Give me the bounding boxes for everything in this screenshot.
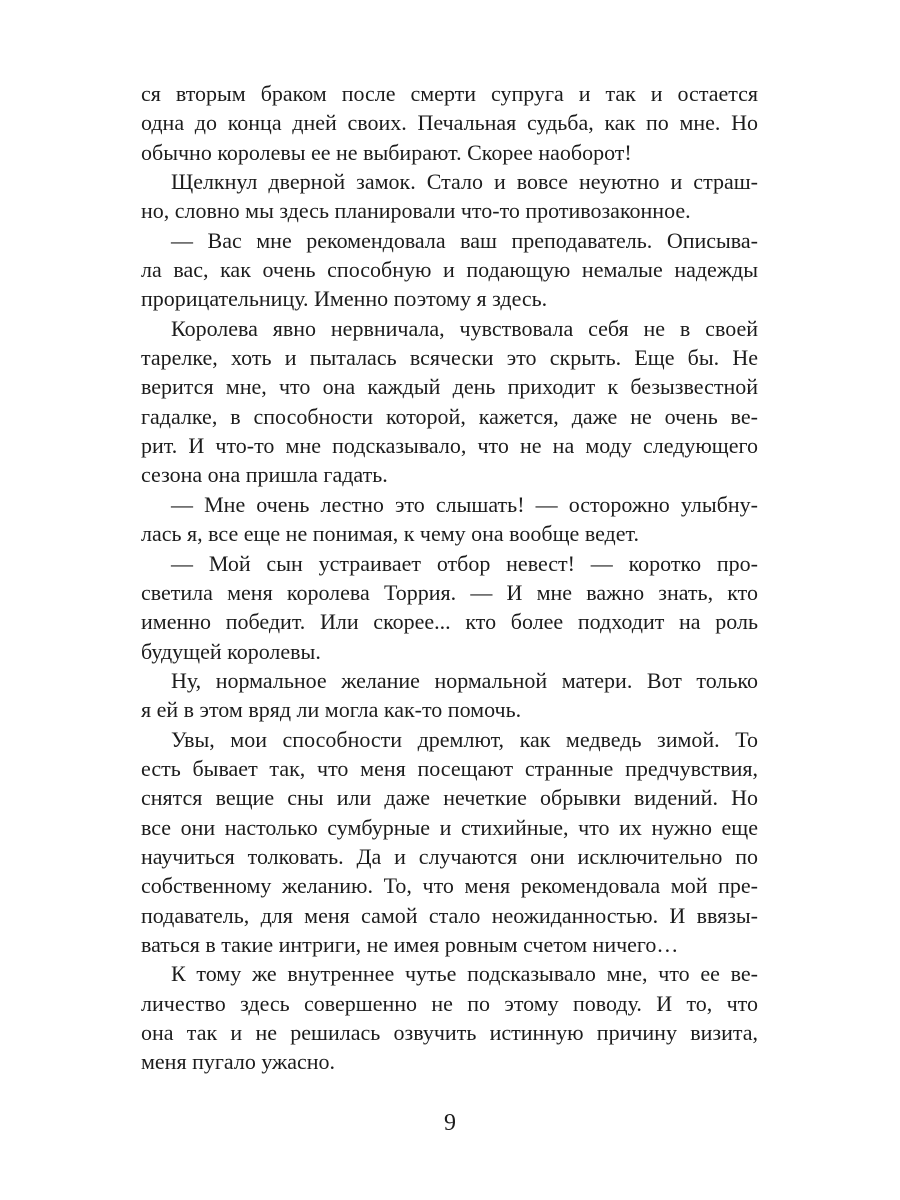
text-line: личество здесь совершенно не по этому поводу. И то, что — [141, 990, 758, 1016]
text-line: научиться толковать. Да и случаются они исключительно по — [141, 843, 758, 869]
text-line: подаватель, для меня самой стало неожиданностью. И ввязы- — [141, 902, 758, 928]
body-text — [141, 79, 758, 1077]
text-line: собственному желанию. То, что меня рекомендовала мой пре- — [141, 873, 758, 899]
text-line: тарелке, хоть и пыталась всячески это скрыть. Еще бы. Не — [141, 345, 758, 371]
text-line: рит. И что-то мне подсказывало, что не на моду следующего — [141, 433, 758, 459]
text-line: Увы, мои способности дремлют, как медведь зимой. То — [171, 726, 758, 752]
text-line: меня пугало ужасно. — [141, 1049, 336, 1075]
text-line: прорицательницу. Именно поэтому я здесь. — [141, 286, 548, 312]
text-line: — Мне очень лестно это слышать! — осторожно улыбну- — [171, 491, 758, 517]
text-line: но, словно мы здесь планировали что-то противозаконное. — [141, 198, 691, 224]
text-line: обычно королевы ее не выбирают. Скорее наоборот! — [141, 139, 632, 165]
text-line: все они настолько сумбурные и стихийные, что их нужно еще — [141, 814, 758, 840]
text-line: — Мой сын устраивает отбор невест! — коротко про- — [171, 550, 758, 576]
text-line: будущей королевы. — [141, 638, 321, 664]
page-number: 9 — [444, 1110, 456, 1136]
text-line: гадалке, в способности которой, кажется, даже не очень ве- — [141, 403, 758, 429]
text-line: — Вас мне рекомендовала ваш преподаватель. Описыва- — [171, 227, 758, 253]
text-line: ся вторым браком после смерти супруга и так и остается — [141, 81, 758, 106]
text-line: К тому же внутреннее чутье подсказывало мне, что ее ве- — [171, 961, 758, 987]
text-line: ла вас, как очень способную и подающую немалые надежды — [141, 257, 758, 283]
text-line: она так и не решилась озвучить истинную причину визита, — [141, 1020, 758, 1045]
text-line: Королева явно нервничала, чувствовала себя не в своей — [171, 315, 758, 341]
text-line: есть бывает так, что меня посещают странные предчувствия, — [141, 755, 758, 781]
text-line: снятся вещие сны или даже нечеткие обрывки видений. Но — [141, 785, 758, 811]
text-line: сезона она пришла гадать. — [141, 462, 388, 488]
text-line: именно победит. Или скорее... кто более подходит на роль — [141, 609, 758, 635]
text-line: лась я, все еще не понимая, к чему она вообще ведет. — [141, 521, 639, 547]
text-line: Щелкнул дверной замок. Стало и вовсе неуютно и страш- — [171, 169, 758, 195]
text-line: светила меня королева Торрия. — И мне важно знать, кто — [141, 579, 758, 605]
text-line: одна до конца дней своих. Печальная судьба, как по мне. Но — [141, 110, 758, 136]
text-line: Ну, нормальное желание нормальной матери. Вот только — [171, 667, 758, 693]
text-line: я ей в этом вряд ли могла как-то помочь. — [141, 697, 522, 723]
text-line: ваться в такие интриги, не имея ровным счетом ничего… — [141, 931, 679, 957]
text-line: верится мне, что она каждый день приходит к безызвестной — [141, 374, 758, 400]
